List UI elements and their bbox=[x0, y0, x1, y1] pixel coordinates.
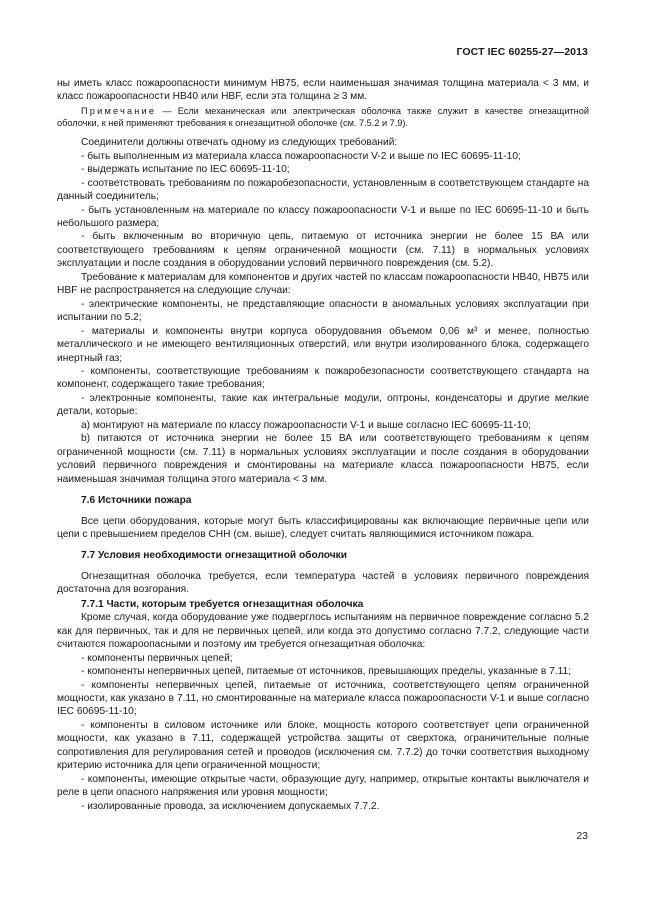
list-item: - быть выполненным из материала класса пожароопасности V-2 и выше по IEC 60695-11-10; bbox=[81, 150, 521, 162]
list-item: - компоненты, имеющие открытые части, образующие дугу, например, открытые контакты выключателя и реле в цепи опасного напряжения или уровня мощности; bbox=[57, 773, 589, 799]
list-item: - компоненты непервичных цепей, питаемые от источников, превышающих пределы, указанные в 7.11; bbox=[81, 666, 572, 678]
page-number: 23 bbox=[576, 830, 588, 842]
paragraph: Огнезащитная оболочка требуется, если температура частей в условиях первичного повреждения достаточна для возгорания. bbox=[57, 570, 589, 596]
subsection-heading: 7.7.1 Части, которым требуется огнезащитная оболочка bbox=[81, 598, 364, 610]
list-item: - быть включенным во вторичную цепь, питаемую от источника энергии не более 15 ВА или соответствующего требованиям к цепям ограниченной мощности (см. 7.11) в нормальных условиях эксплуатации и после создания в оборудовании условий первичного повреждения (см. 5.2). bbox=[57, 231, 589, 270]
section-heading: 7.6 Источники пожара bbox=[81, 495, 192, 507]
page-body bbox=[57, 77, 589, 813]
note-label: Примечание bbox=[81, 105, 157, 116]
list-item: - компоненты в силовом источнике или блоке, мощность которого соответствует цепи ограниченной мощности, как указано в 7.11, содержащей устройства защиты от сверхтока, ограничительные полные сопротивления для регулирования сетей и проводов (исключения см. 7.7.2) до точки соответствия выходному критерию источника для цепи ограниченной мощности; bbox=[57, 719, 589, 772]
note bbox=[57, 105, 589, 129]
paragraph: Требование к материалам для компонентов и других частей по классам пожароопасности НВ40, НВ75 или HBF не распространяется на следующие случаи: bbox=[57, 271, 589, 297]
sub-list-item: а) монтируют на материале по классу пожароопасности V-1 и выше согласно IEC 60695-11-10; bbox=[81, 419, 531, 431]
list-item: - компоненты непервичных цепей, питаемые от источника, соответствующего цепям ограниченной мощности, как указано в 7.11, но смонтированные на материале класса пожароопасности V-1 и выше согласно IEC 60695-11-10; bbox=[57, 679, 589, 718]
list-item: - электронные компоненты, такие как интегральные модули, оптроны, конденсаторы и другие мелкие детали, которые: bbox=[57, 392, 589, 418]
paragraph: Все цепи оборудования, которые могут быть классифицированы как включающие первичные цепи или цепи с превышением пределов СНН (см. выше), следует считать являющимися источником пожара. bbox=[57, 515, 589, 540]
list-item: - изолированные провода, за исключением допускаемых 7.7.2. bbox=[81, 800, 380, 812]
list-item: - электрические компоненты, не представляющие опасности в аномальных условиях эксплуатации при испытании по 5.2; bbox=[57, 298, 589, 324]
paragraph: ны иметь класс пожароопасности минимум НВ75, если наименьшая значимая толщина материала < 3 мм, и класс пожароопасности НВ40 или HBF, если эта толщина ≥ 3 мм. bbox=[57, 78, 589, 103]
document-header: ГОСТ IEC 60255-27—2013 bbox=[456, 46, 588, 58]
list-item: - компоненты, соответствующие требованиям к пожаробезопасности соответствующего стандарта на компонент, содержащего такие требования; bbox=[57, 366, 589, 391]
sub-list-item: b) питаются от источника энергии не более 15 ВА или соответствующего требованиям к цепям ограниченной мощности (см. 7.11) в нормальных условиях эксплуатации и после создания в оборудовании условий первичного повреждения и смонтированы на материале класса пожароопасности НВ75, если наименьшая значимая толщина этого материала < 3 мм. bbox=[57, 433, 589, 485]
section-heading: 7.7 Условия необходимости огнезащитной оболочки bbox=[81, 550, 348, 562]
list-item: - компоненты первичных цепей; bbox=[81, 652, 233, 664]
list-item: - выдержать испытание по IEC 60695-11-10; bbox=[81, 164, 290, 176]
list-item: - материалы и компоненты внутри корпуса оборудования объемом 0,06 м³ и менее, полностью металлического и не имеющего вентиляционных отверстий, или внутри изолированного блока, содержащего инертный газ; bbox=[57, 325, 589, 364]
note-text: — Если механическая или электрическая оболочка также служит в качестве огнезащитной оболочки, к ней применяют требования к огнезащитной оболочке (см. 7.5.2 и 7.9). bbox=[57, 105, 589, 129]
paragraph: Соединители должны отвечать одному из следующих требований: bbox=[81, 137, 398, 149]
paragraph: Кроме случая, когда оборудование уже подверглось испытаниям на первичное повреждение согласно 5.2 как для первичных, так и для не первичных цепей, или когда это допустимо согласно 7.7.2, следующие части считаются пожароопасными и поэтому им требуется огнезащитная оболочка: bbox=[57, 612, 589, 651]
list-item: - быть установленным на материале по классу пожароопасности V-1 и выше по IEC 60695-11-10 и быть небольшого размера; bbox=[57, 204, 589, 230]
list-item: - соответствовать требованиям по пожаробезопасности, установленным в соответствующем стандарте на данный соединитель; bbox=[57, 177, 589, 203]
